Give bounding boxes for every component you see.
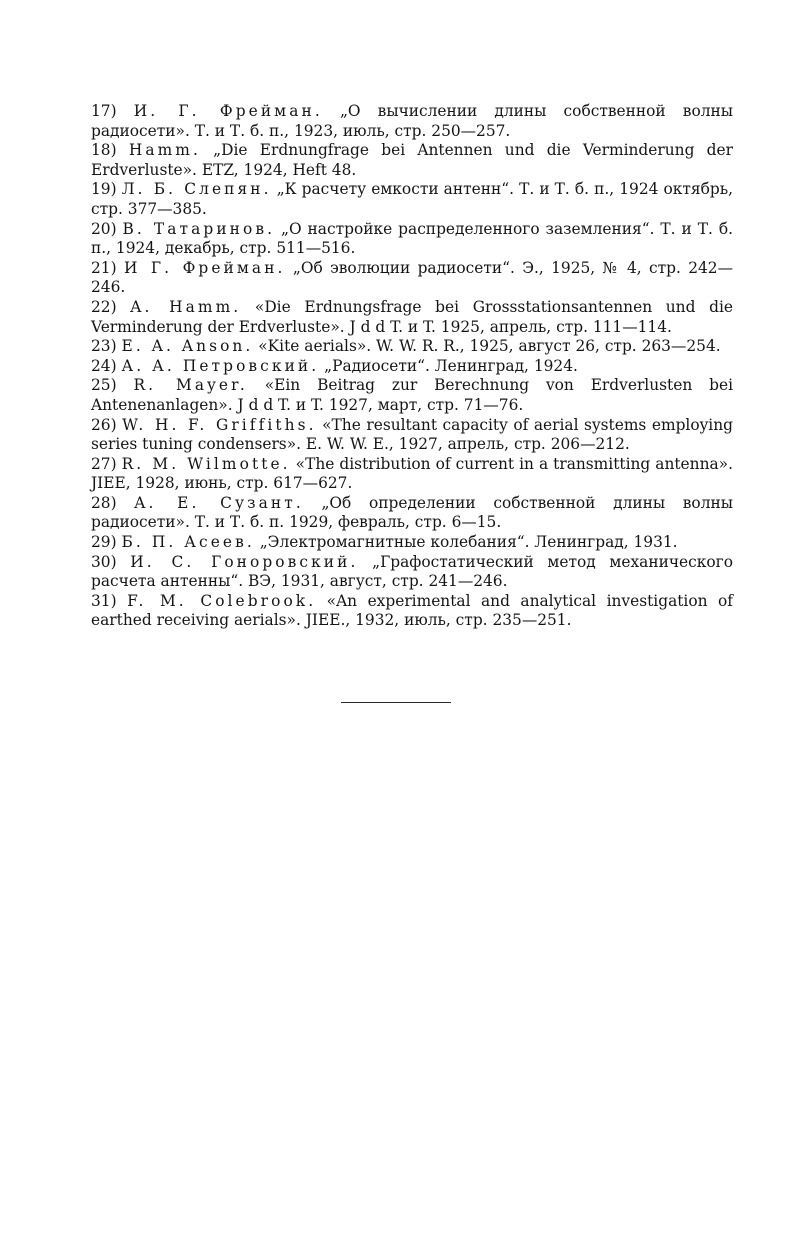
reference-item	[91, 592, 733, 631]
reference-number: 31)	[91, 591, 117, 610]
reference-text: «The distribution of current in a transmitting antenna». JIEE, 1928, июнь, стр. 617—627.	[91, 454, 733, 493]
reference-text: „Об определении собственной длины волны радиосети». Т. и Т. б. п. 1929, февраль, стр. 6—15.	[91, 493, 733, 532]
reference-author: И. Г. Фрейман.	[133, 102, 323, 120]
reference-text: „К расчету емкости антенн“. Т. и Т. б. п., 1924 октябрь, стр. 377—385.	[91, 180, 733, 218]
reference-item	[91, 259, 733, 298]
reference-author: W. H. F. Griffiths.	[122, 415, 317, 434]
reference-item	[91, 553, 733, 592]
reference-item	[91, 533, 733, 553]
reference-number: 18)	[91, 141, 117, 160]
reference-item	[91, 180, 733, 219]
reference-text: «The resultant capacity of aerial systems employing series tuning condensers». E. W. W. E., 1927, апрель, стр. 206—212.	[91, 415, 733, 454]
reference-text: „Радиосети“. Ленинград, 1924.	[319, 356, 578, 375]
reference-number: 22)	[91, 297, 117, 316]
reference-item	[91, 220, 733, 259]
reference-number: 17)	[91, 102, 117, 120]
reference-item	[91, 416, 733, 455]
reference-number: 20)	[91, 219, 117, 238]
reference-text: «An experimental and analytical investigation of earthed receiving aerials». JIEE., 1932, июль, стр. 235—251.	[91, 591, 733, 630]
reference-text: «Ein Beitrag zur Berechnung von Erdverlusten bei Antenenanlagen». J d d T. и T. 1927, март, стр. 71—76.	[91, 376, 733, 414]
reference-author: R. M. Wilmotte.	[121, 454, 291, 473]
reference-number: 28)	[91, 493, 117, 512]
reference-number: 27)	[91, 454, 117, 473]
reference-author: Hamm.	[128, 141, 201, 160]
reference-item	[91, 102, 733, 141]
reference-number: 19)	[91, 180, 117, 199]
reference-text: „Графостатический метод механического расчета антенны“. ВЭ, 1931, август, стр. 241—246.	[91, 552, 733, 591]
reference-author: В. Татаринов.	[122, 219, 276, 238]
reference-number: 25)	[91, 376, 117, 395]
reference-author: A. Hamm.	[130, 297, 242, 316]
reference-item	[91, 357, 733, 377]
reference-text: „О вычислении длины собственной волны радиосети». Т. и Т. б. п., 1923, июль, стр. 250—257.	[91, 102, 734, 140]
reference-item	[91, 141, 733, 180]
reference-item	[91, 376, 733, 415]
reference-number: 23)	[91, 337, 117, 356]
reference-item	[91, 298, 733, 337]
reference-text: „Die Erdnungfrage bei Antennen und die Verminderung der Erdverluste». ETZ, 1924, Heft 48.	[91, 141, 733, 179]
reference-number: 30)	[91, 552, 117, 571]
reference-item	[91, 337, 733, 357]
reference-text: „Об эволюции радиосети“. Э., 1925, № 4, стр. 242—246.	[91, 258, 733, 297]
reference-text: „Электромагнитные колебания“. Ленинград, 1931.	[254, 533, 678, 552]
reference-author: И. С. Гоноровский.	[130, 552, 359, 571]
reference-author: А. А. Петровский.	[121, 356, 320, 375]
reference-list	[91, 102, 733, 631]
reference-number: 29)	[91, 533, 117, 552]
reference-item	[91, 494, 733, 533]
reference-number: 26)	[91, 415, 117, 434]
reference-author: Б. П. Асеев.	[121, 533, 255, 552]
reference-text: „О настройке распределенного заземления“. Т. и Т. б. п., 1924, декабрь, стр. 511—516.	[91, 219, 733, 258]
reference-item	[91, 455, 733, 494]
reference-number: 21)	[91, 258, 117, 277]
reference-text: «Kite aerials». W. W. R. R., 1925, август 26, стр. 263—254.	[253, 337, 721, 356]
reference-author: F. M. Colebrook.	[127, 591, 317, 610]
reference-author: R. Mayer.	[133, 376, 248, 395]
reference-author: A. E. Сузант.	[134, 493, 304, 512]
reference-number: 24)	[91, 356, 117, 375]
reference-author: Л. Б. Слепян.	[121, 180, 272, 199]
reference-author: E. A. Anson.	[121, 337, 254, 356]
reference-text: «Die Erdnungsfrage bei Grossstationsantennen und die Verminderung der Erdverluste». J d d T. и T. 1925, апрель, стр. 111—114.	[91, 297, 733, 336]
reference-author: И Г. Фрейман.	[123, 258, 286, 277]
end-rule	[341, 702, 451, 703]
